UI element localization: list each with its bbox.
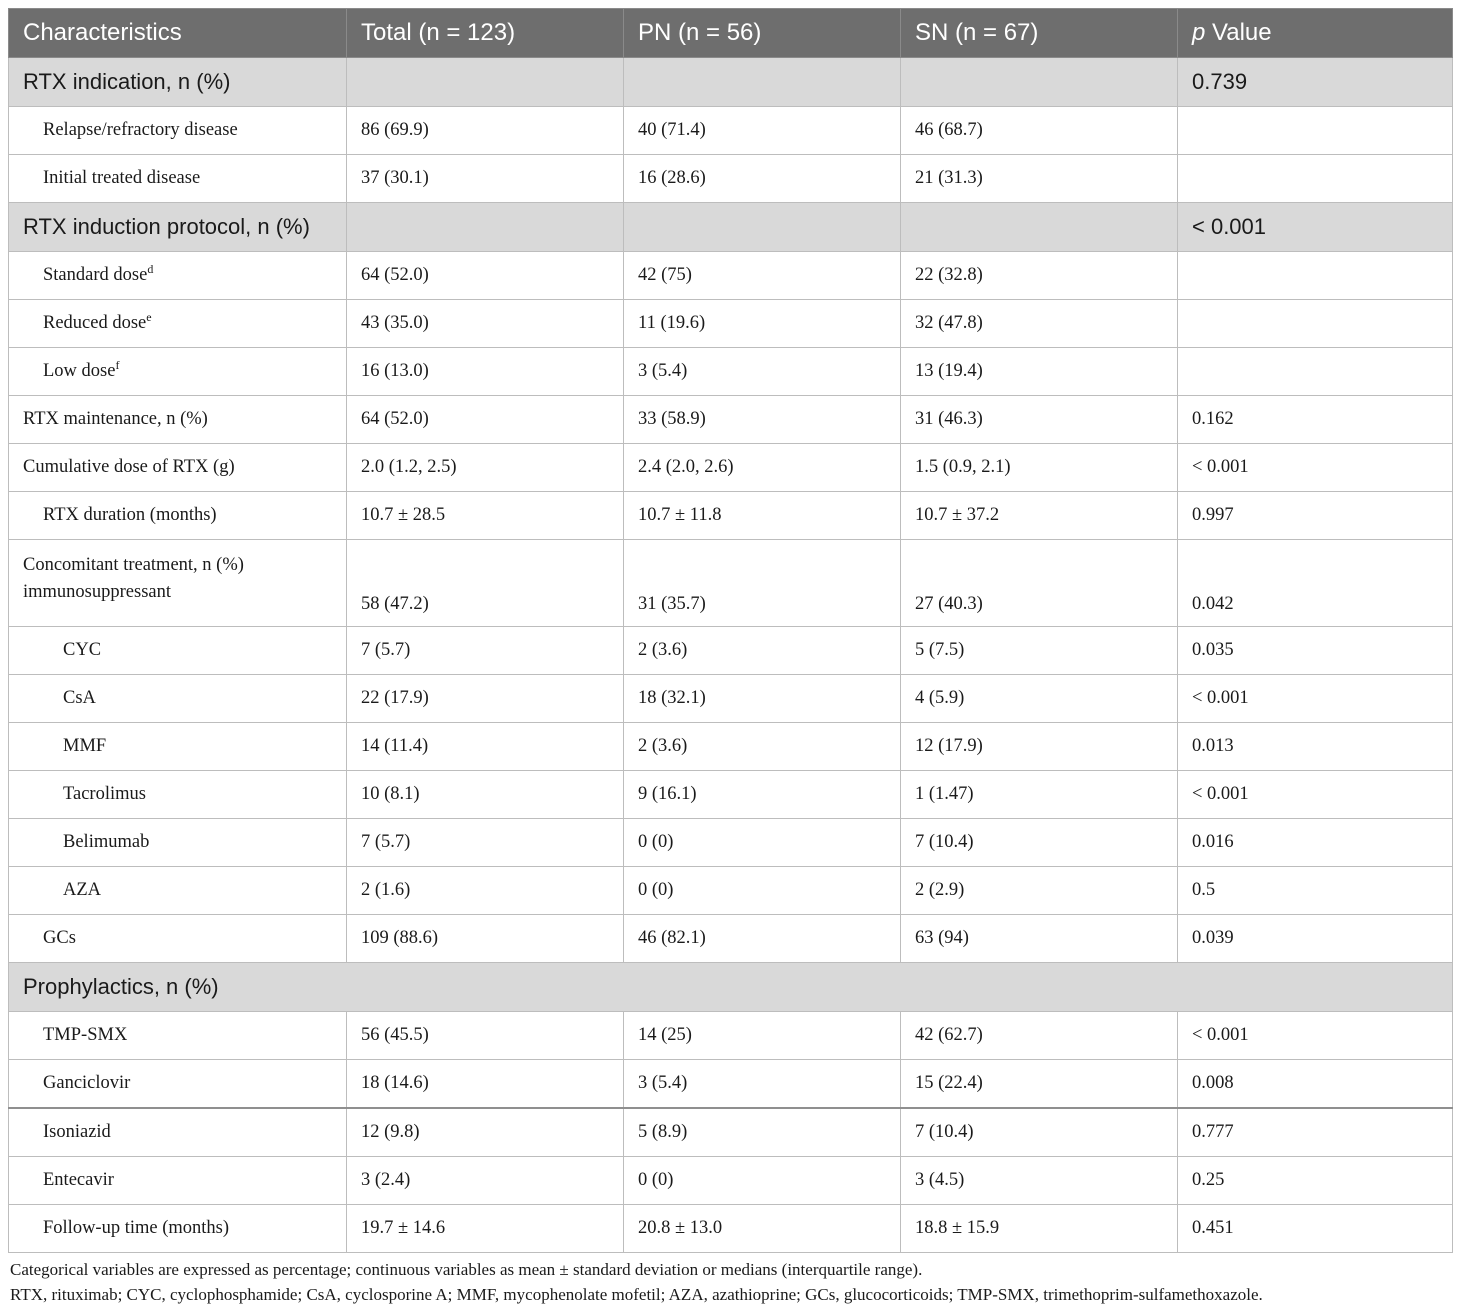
row-label: Belimumab xyxy=(9,819,347,867)
cell-sn: 18.8 ± 15.9 xyxy=(901,1205,1178,1253)
table-row xyxy=(9,348,1453,396)
characteristics-table xyxy=(8,8,1453,1253)
cell-p: 0.162 xyxy=(1178,396,1453,444)
cell-total: 12 (9.8) xyxy=(347,1108,624,1157)
cell-p: < 0.001 xyxy=(1178,771,1453,819)
cell-pn: 0 (0) xyxy=(624,819,901,867)
row-label: GCs xyxy=(9,915,347,963)
cell-pn: 46 (82.1) xyxy=(624,915,901,963)
footnote-marker: e xyxy=(146,309,152,324)
cell-p: 0.008 xyxy=(1178,1060,1453,1109)
header-p-rest: Value xyxy=(1205,19,1272,46)
cell-sn: 42 (62.7) xyxy=(901,1012,1178,1060)
cell-pn: 2 (3.6) xyxy=(624,627,901,675)
cell-p: 0.013 xyxy=(1178,723,1453,771)
cell-pn: 11 (19.6) xyxy=(624,300,901,348)
cell-pn: 2.4 (2.0, 2.6) xyxy=(624,444,901,492)
cell-pn: 9 (16.1) xyxy=(624,771,901,819)
cell-p xyxy=(1178,348,1453,396)
cell-pn: 18 (32.1) xyxy=(624,675,901,723)
row-label: Entecavir xyxy=(9,1157,347,1205)
section-row-indication xyxy=(9,58,1453,107)
footnote-marker: f xyxy=(115,357,120,372)
cell-sn: 5 (7.5) xyxy=(901,627,1178,675)
cell-p: 0.451 xyxy=(1178,1205,1453,1253)
cell-pn: 14 (25) xyxy=(624,1012,901,1060)
cell-total: 7 (5.7) xyxy=(347,819,624,867)
table-row xyxy=(9,771,1453,819)
cell-total: 2.0 (1.2, 2.5) xyxy=(347,444,624,492)
footnote-line-1: Categorical variables are expressed as percentage; continuous variables as mean ± standard deviation or medians (interquartile range). xyxy=(10,1260,923,1279)
cell-total: 7 (5.7) xyxy=(347,627,624,675)
cell-total: 22 (17.9) xyxy=(347,675,624,723)
cell-total: 64 (52.0) xyxy=(347,252,624,300)
cell-total: 3 (2.4) xyxy=(347,1157,624,1205)
table-header xyxy=(9,9,1453,58)
cell-sn: 32 (47.8) xyxy=(901,300,1178,348)
section-label: RTX induction protocol, n (%) xyxy=(9,203,347,252)
table-row xyxy=(9,540,1453,627)
cell-sn: 13 (19.4) xyxy=(901,348,1178,396)
table-row xyxy=(9,252,1453,300)
cell-total: 56 (45.5) xyxy=(347,1012,624,1060)
table-row xyxy=(9,155,1453,203)
cell-pn: 31 (35.7) xyxy=(624,540,901,627)
cell-sn: 4 (5.9) xyxy=(901,675,1178,723)
cell-sn: 21 (31.3) xyxy=(901,155,1178,203)
row-label: AZA xyxy=(9,867,347,915)
row-label: RTX duration (months) xyxy=(9,492,347,540)
table-body xyxy=(9,58,1453,1253)
cell-pn: 40 (71.4) xyxy=(624,107,901,155)
row-label: Relapse/refractory disease xyxy=(9,107,347,155)
cell-sn: 3 (4.5) xyxy=(901,1157,1178,1205)
section-row-protocol xyxy=(9,203,1453,252)
cell-sn: 7 (10.4) xyxy=(901,1108,1178,1157)
table-row xyxy=(9,819,1453,867)
row-label: Cumulative dose of RTX (g) xyxy=(9,444,347,492)
cell-sn: 31 (46.3) xyxy=(901,396,1178,444)
cell-pn: 5 (8.9) xyxy=(624,1108,901,1157)
row-label xyxy=(9,252,347,300)
header-total: Total (n = 123) xyxy=(347,9,624,58)
row-label: TMP-SMX xyxy=(9,1012,347,1060)
row-label: Isoniazid xyxy=(9,1108,347,1157)
cell-sn: 22 (32.8) xyxy=(901,252,1178,300)
header-pn: PN (n = 56) xyxy=(624,9,901,58)
table-row xyxy=(9,867,1453,915)
cell-pn: 33 (58.9) xyxy=(624,396,901,444)
cell-total: 19.7 ± 14.6 xyxy=(347,1205,624,1253)
row-label-line2: immunosuppressant xyxy=(23,582,171,602)
table-row xyxy=(9,627,1453,675)
footnote-line-2: RTX, rituximab; CYC, cyclophosphamide; CsA, cyclosporine A; MMF, mycophenolate mofetil; AZA, azathioprine; GCs, glucocorticoids; TMP-SMX, trimethoprim-sulfamethoxazole. xyxy=(10,1285,1263,1304)
cell-p: 0.997 xyxy=(1178,492,1453,540)
cell-p xyxy=(1178,107,1453,155)
section-p-value: < 0.001 xyxy=(1178,203,1453,252)
row-label: MMF xyxy=(9,723,347,771)
cell-total: 109 (88.6) xyxy=(347,915,624,963)
cell-total: 58 (47.2) xyxy=(347,540,624,627)
cell-p: < 0.001 xyxy=(1178,1012,1453,1060)
table-row xyxy=(9,300,1453,348)
row-label: CYC xyxy=(9,627,347,675)
cell-pn: 42 (75) xyxy=(624,252,901,300)
cell-pn: 2 (3.6) xyxy=(624,723,901,771)
cell-sn: 12 (17.9) xyxy=(901,723,1178,771)
header-sn: SN (n = 67) xyxy=(901,9,1178,58)
cell-total: 86 (69.9) xyxy=(347,107,624,155)
cell-sn: 46 (68.7) xyxy=(901,107,1178,155)
table-row xyxy=(9,723,1453,771)
table-container xyxy=(8,8,1452,1307)
cell-p: < 0.001 xyxy=(1178,675,1453,723)
cell-p: 0.777 xyxy=(1178,1108,1453,1157)
table-row xyxy=(9,1157,1453,1205)
table-row xyxy=(9,444,1453,492)
header-characteristics: Characteristics xyxy=(9,9,347,58)
cell-p xyxy=(1178,155,1453,203)
row-label: Follow-up time (months) xyxy=(9,1205,347,1253)
header-p-value xyxy=(1178,9,1453,58)
section-p-value: 0.739 xyxy=(1178,58,1453,107)
row-label xyxy=(9,540,347,627)
cell-p: < 0.001 xyxy=(1178,444,1453,492)
table-row xyxy=(9,1060,1453,1109)
row-label: CsA xyxy=(9,675,347,723)
cell-total: 2 (1.6) xyxy=(347,867,624,915)
table-row xyxy=(9,675,1453,723)
cell-pn: 0 (0) xyxy=(624,867,901,915)
cell-sn: 15 (22.4) xyxy=(901,1060,1178,1109)
header-row xyxy=(9,9,1453,58)
section-label: RTX indication, n (%) xyxy=(9,58,347,107)
table-row xyxy=(9,915,1453,963)
table-row xyxy=(9,1205,1453,1253)
cell-total: 37 (30.1) xyxy=(347,155,624,203)
row-label xyxy=(9,348,347,396)
cell-sn: 7 (10.4) xyxy=(901,819,1178,867)
cell-total: 43 (35.0) xyxy=(347,300,624,348)
row-label-text: Reduced dose xyxy=(43,313,147,333)
section-label: Prophylactics, n (%) xyxy=(9,963,1453,1012)
header-p-italic: p xyxy=(1192,19,1206,46)
cell-p xyxy=(1178,300,1453,348)
cell-pn: 16 (28.6) xyxy=(624,155,901,203)
cell-p xyxy=(1178,252,1453,300)
cell-pn: 0 (0) xyxy=(624,1157,901,1205)
cell-total: 14 (11.4) xyxy=(347,723,624,771)
cell-sn: 1.5 (0.9, 2.1) xyxy=(901,444,1178,492)
cell-p: 0.25 xyxy=(1178,1157,1453,1205)
row-label-text: Low dose xyxy=(43,361,116,381)
cell-p: 0.5 xyxy=(1178,867,1453,915)
cell-sn: 63 (94) xyxy=(901,915,1178,963)
cell-sn: 2 (2.9) xyxy=(901,867,1178,915)
table-row xyxy=(9,107,1453,155)
cell-sn: 27 (40.3) xyxy=(901,540,1178,627)
row-label-line1: Concomitant treatment, n (%) xyxy=(23,555,244,575)
table-row xyxy=(9,396,1453,444)
cell-p: 0.016 xyxy=(1178,819,1453,867)
row-label: Initial treated disease xyxy=(9,155,347,203)
row-label: Ganciclovir xyxy=(9,1060,347,1109)
table-row xyxy=(9,1108,1453,1157)
cell-sn: 10.7 ± 37.2 xyxy=(901,492,1178,540)
cell-pn: 20.8 ± 13.0 xyxy=(624,1205,901,1253)
table-row xyxy=(9,492,1453,540)
row-label xyxy=(9,300,347,348)
cell-pn: 3 (5.4) xyxy=(624,1060,901,1109)
cell-pn: 10.7 ± 11.8 xyxy=(624,492,901,540)
cell-p: 0.039 xyxy=(1178,915,1453,963)
section-row-prophylactics xyxy=(9,963,1453,1012)
row-label-text: Standard dose xyxy=(43,265,148,285)
footnote-marker: d xyxy=(147,261,154,276)
cell-pn: 3 (5.4) xyxy=(624,348,901,396)
cell-total: 64 (52.0) xyxy=(347,396,624,444)
row-label: Tacrolimus xyxy=(9,771,347,819)
cell-p: 0.042 xyxy=(1178,540,1453,627)
cell-total: 10.7 ± 28.5 xyxy=(347,492,624,540)
cell-p: 0.035 xyxy=(1178,627,1453,675)
cell-sn: 1 (1.47) xyxy=(901,771,1178,819)
cell-total: 10 (8.1) xyxy=(347,771,624,819)
cell-total: 18 (14.6) xyxy=(347,1060,624,1109)
cell-total: 16 (13.0) xyxy=(347,348,624,396)
row-label: RTX maintenance, n (%) xyxy=(9,396,347,444)
table-row xyxy=(9,1012,1453,1060)
table-footnotes xyxy=(8,1257,1452,1307)
